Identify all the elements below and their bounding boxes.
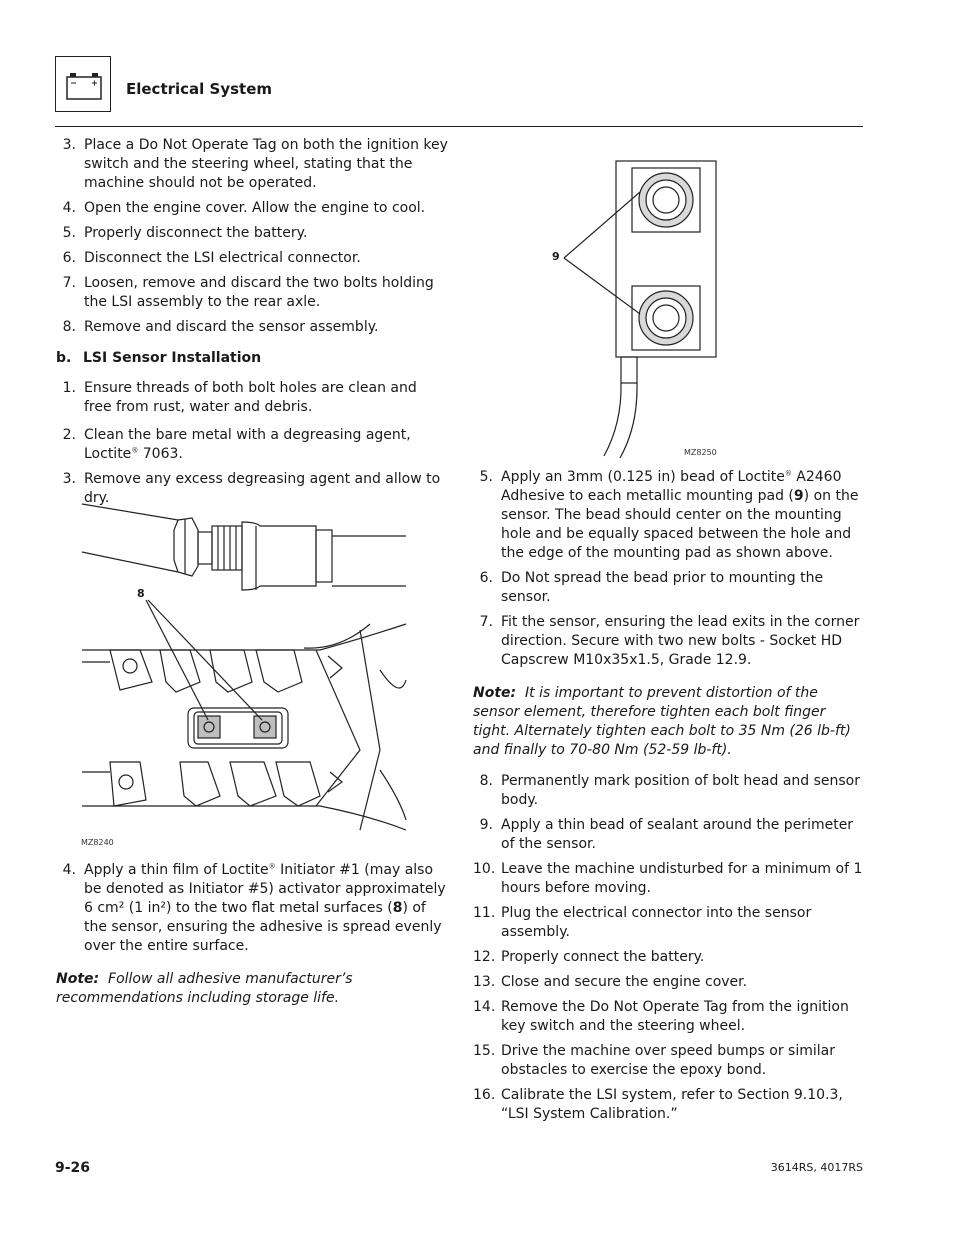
section-icon-box: [55, 56, 111, 112]
list-item: 8. Remove and discard the sensor assembly.: [62, 319, 379, 335]
right-column: [473, 468, 863, 1130]
left-column-lower: [56, 861, 448, 1020]
figure-code: MZ8250: [684, 448, 717, 457]
list-item: 6. Disconnect the LSI electrical connector.: [62, 250, 361, 266]
list-item: 7. Loosen, remove and discard the two bolts holding the LSI assembly to the rear axle.: [62, 275, 434, 310]
left-column: [56, 136, 448, 514]
header-rule: [55, 126, 863, 127]
battery-icon: [56, 57, 112, 113]
note-torque: Note: It is important to prevent distortion of the sensor element, therefore tighten each bolt finger tight. Alternately tighten each bolt to 35 Nm (26 lb-ft) and finally to 70-80 Nm (52-59 lb-ft).: [473, 685, 851, 758]
model-numbers: 3614RS, 4017RS: [770, 1161, 863, 1174]
list-item: 8. Permanently mark position of bolt head and sensor body.: [479, 773, 861, 808]
axle-sensor-figure: [80, 500, 410, 847]
list-item: 7. Fit the sensor, ensuring the lead exits in the corner direction. Secure with two new bolts - Socket HD Capscrew M10x35x1.5, Grade 12.9.: [479, 614, 860, 668]
list-item: 3. Remove any excess degreasing agent and allow to dry.: [62, 471, 441, 506]
figure-code: MZ8240: [81, 838, 114, 847]
list-item: 11. Plug the electrical connector into the sensor assembly.: [473, 905, 812, 940]
install-steps-5-7: [473, 468, 863, 670]
list-item: 4. Apply a thin film of Loctite® Initiator #1 (may also be denoted as Initiator #5) activator approximately 6 cm² (1 in²) to the two flat metal surfaces (8) of the sensor, ensuring the adhesive is spread evenly over the entire surface.: [62, 862, 446, 954]
list-item: 12. Properly connect the battery.: [473, 949, 705, 965]
install-steps-8-16: [473, 772, 863, 1124]
install-step-4: [56, 861, 448, 956]
note-adhesive: Note: Follow all adhesive manufacturer’s recommendations including storage life.: [56, 971, 353, 1006]
removal-steps: [56, 136, 448, 337]
list-item: 6. Do Not spread the bead prior to mounting the sensor.: [479, 570, 824, 605]
list-item: 13. Close and secure the engine cover.: [473, 974, 748, 990]
list-item: 10. Leave the machine undisturbed for a minimum of 1 hours before moving.: [473, 861, 863, 896]
list-item: 1. Ensure threads of both bolt holes are clean and free from rust, water and debris.: [62, 380, 417, 415]
page-header-title: Electrical System: [126, 80, 273, 98]
list-item: 5. Apply an 3mm (0.125 in) bead of Loctite® A2460 Adhesive to each metallic mounting pad (9) on the sensor. The bead should center on the mounting hole and be equally spaced between the hole and the edge of the mounting pad as shown above.: [479, 469, 859, 561]
list-item: 9. Apply a thin bead of sealant around the perimeter of the sensor.: [479, 817, 854, 852]
list-item: 2. Clean the bare metal with a degreasing agent, Loctite® 7063.: [62, 427, 411, 462]
install-steps-1-3: [56, 379, 448, 508]
list-item: 15. Drive the machine over speed bumps or similar obstacles to exercise the epoxy bond.: [473, 1043, 835, 1078]
list-item: 4. Open the engine cover. Allow the engine to cool.: [62, 200, 426, 216]
callout-8: 8: [137, 587, 145, 600]
list-item: 5. Properly disconnect the battery.: [62, 225, 308, 241]
list-item: 14. Remove the Do Not Operate Tag from the ignition key switch and the steering wheel.: [473, 999, 849, 1034]
list-item: 16. Calibrate the LSI system, refer to Section 9.10.3, “LSI System Calibration.”: [473, 1087, 843, 1122]
callout-9: 9: [552, 250, 560, 263]
sensor-figure: [548, 158, 728, 460]
section-heading: b. LSI Sensor Installation: [56, 350, 262, 366]
list-item: 3. Place a Do Not Operate Tag on both the ignition key switch and the steering wheel, stating that the machine should not be operated.: [62, 137, 448, 191]
page-number: 9-26: [55, 1160, 91, 1176]
